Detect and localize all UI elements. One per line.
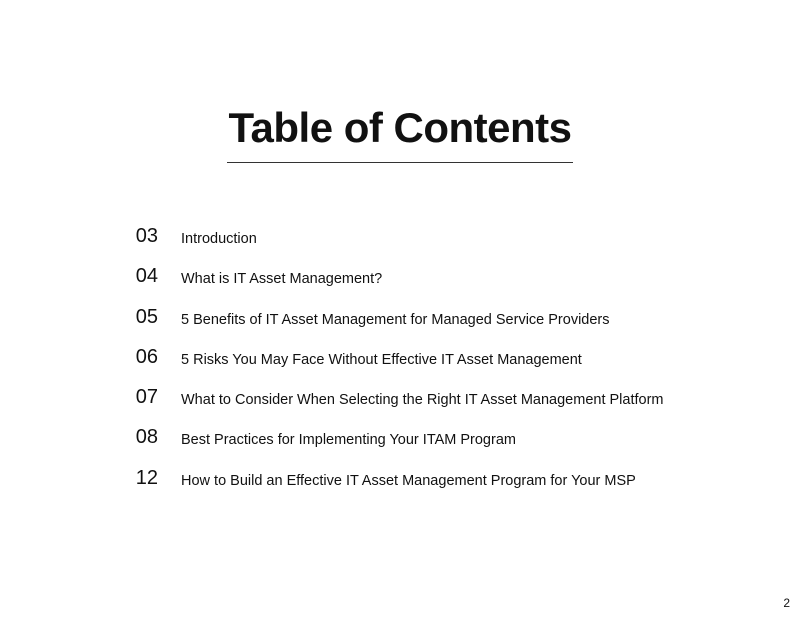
toc-page-number: 05 bbox=[135, 305, 158, 328]
table-of-contents bbox=[0, 222, 800, 504]
toc-entry-title: Best Practices for Implementing Your ITAM Program bbox=[181, 432, 516, 449]
toc-entry[interactable] bbox=[0, 303, 800, 343]
toc-page-number: 07 bbox=[135, 386, 158, 409]
toc-page-number: 06 bbox=[135, 345, 158, 368]
toc-entry[interactable] bbox=[0, 262, 800, 302]
toc-page-number: 12 bbox=[135, 466, 158, 489]
toc-entry[interactable] bbox=[0, 423, 800, 463]
toc-entry-title: How to Build an Effective IT Asset Management Program for Your MSP bbox=[181, 472, 636, 489]
toc-entry-title: Introduction bbox=[181, 231, 257, 247]
toc-entry-title: 5 Risks You May Face Without Effective IT Asset Management bbox=[181, 351, 582, 368]
toc-page-number: 04 bbox=[135, 265, 158, 288]
toc-entry[interactable] bbox=[0, 464, 800, 504]
toc-entry-title: What to Consider When Selecting the Right IT Asset Management Platform bbox=[181, 392, 664, 409]
page-title: Table of Contents bbox=[228, 104, 572, 151]
toc-entry[interactable] bbox=[0, 222, 800, 262]
toc-entry-title: 5 Benefits of IT Asset Management for Managed Service Providers bbox=[181, 311, 610, 328]
toc-entry[interactable] bbox=[0, 343, 800, 383]
toc-entry-title: What is IT Asset Management? bbox=[181, 271, 383, 288]
page-number: 2 bbox=[783, 596, 790, 610]
toc-entry[interactable] bbox=[0, 383, 800, 423]
toc-page-number: 08 bbox=[135, 426, 158, 449]
toc-page-number: 03 bbox=[135, 225, 158, 247]
title-underline bbox=[227, 162, 573, 163]
title-container bbox=[0, 100, 800, 156]
